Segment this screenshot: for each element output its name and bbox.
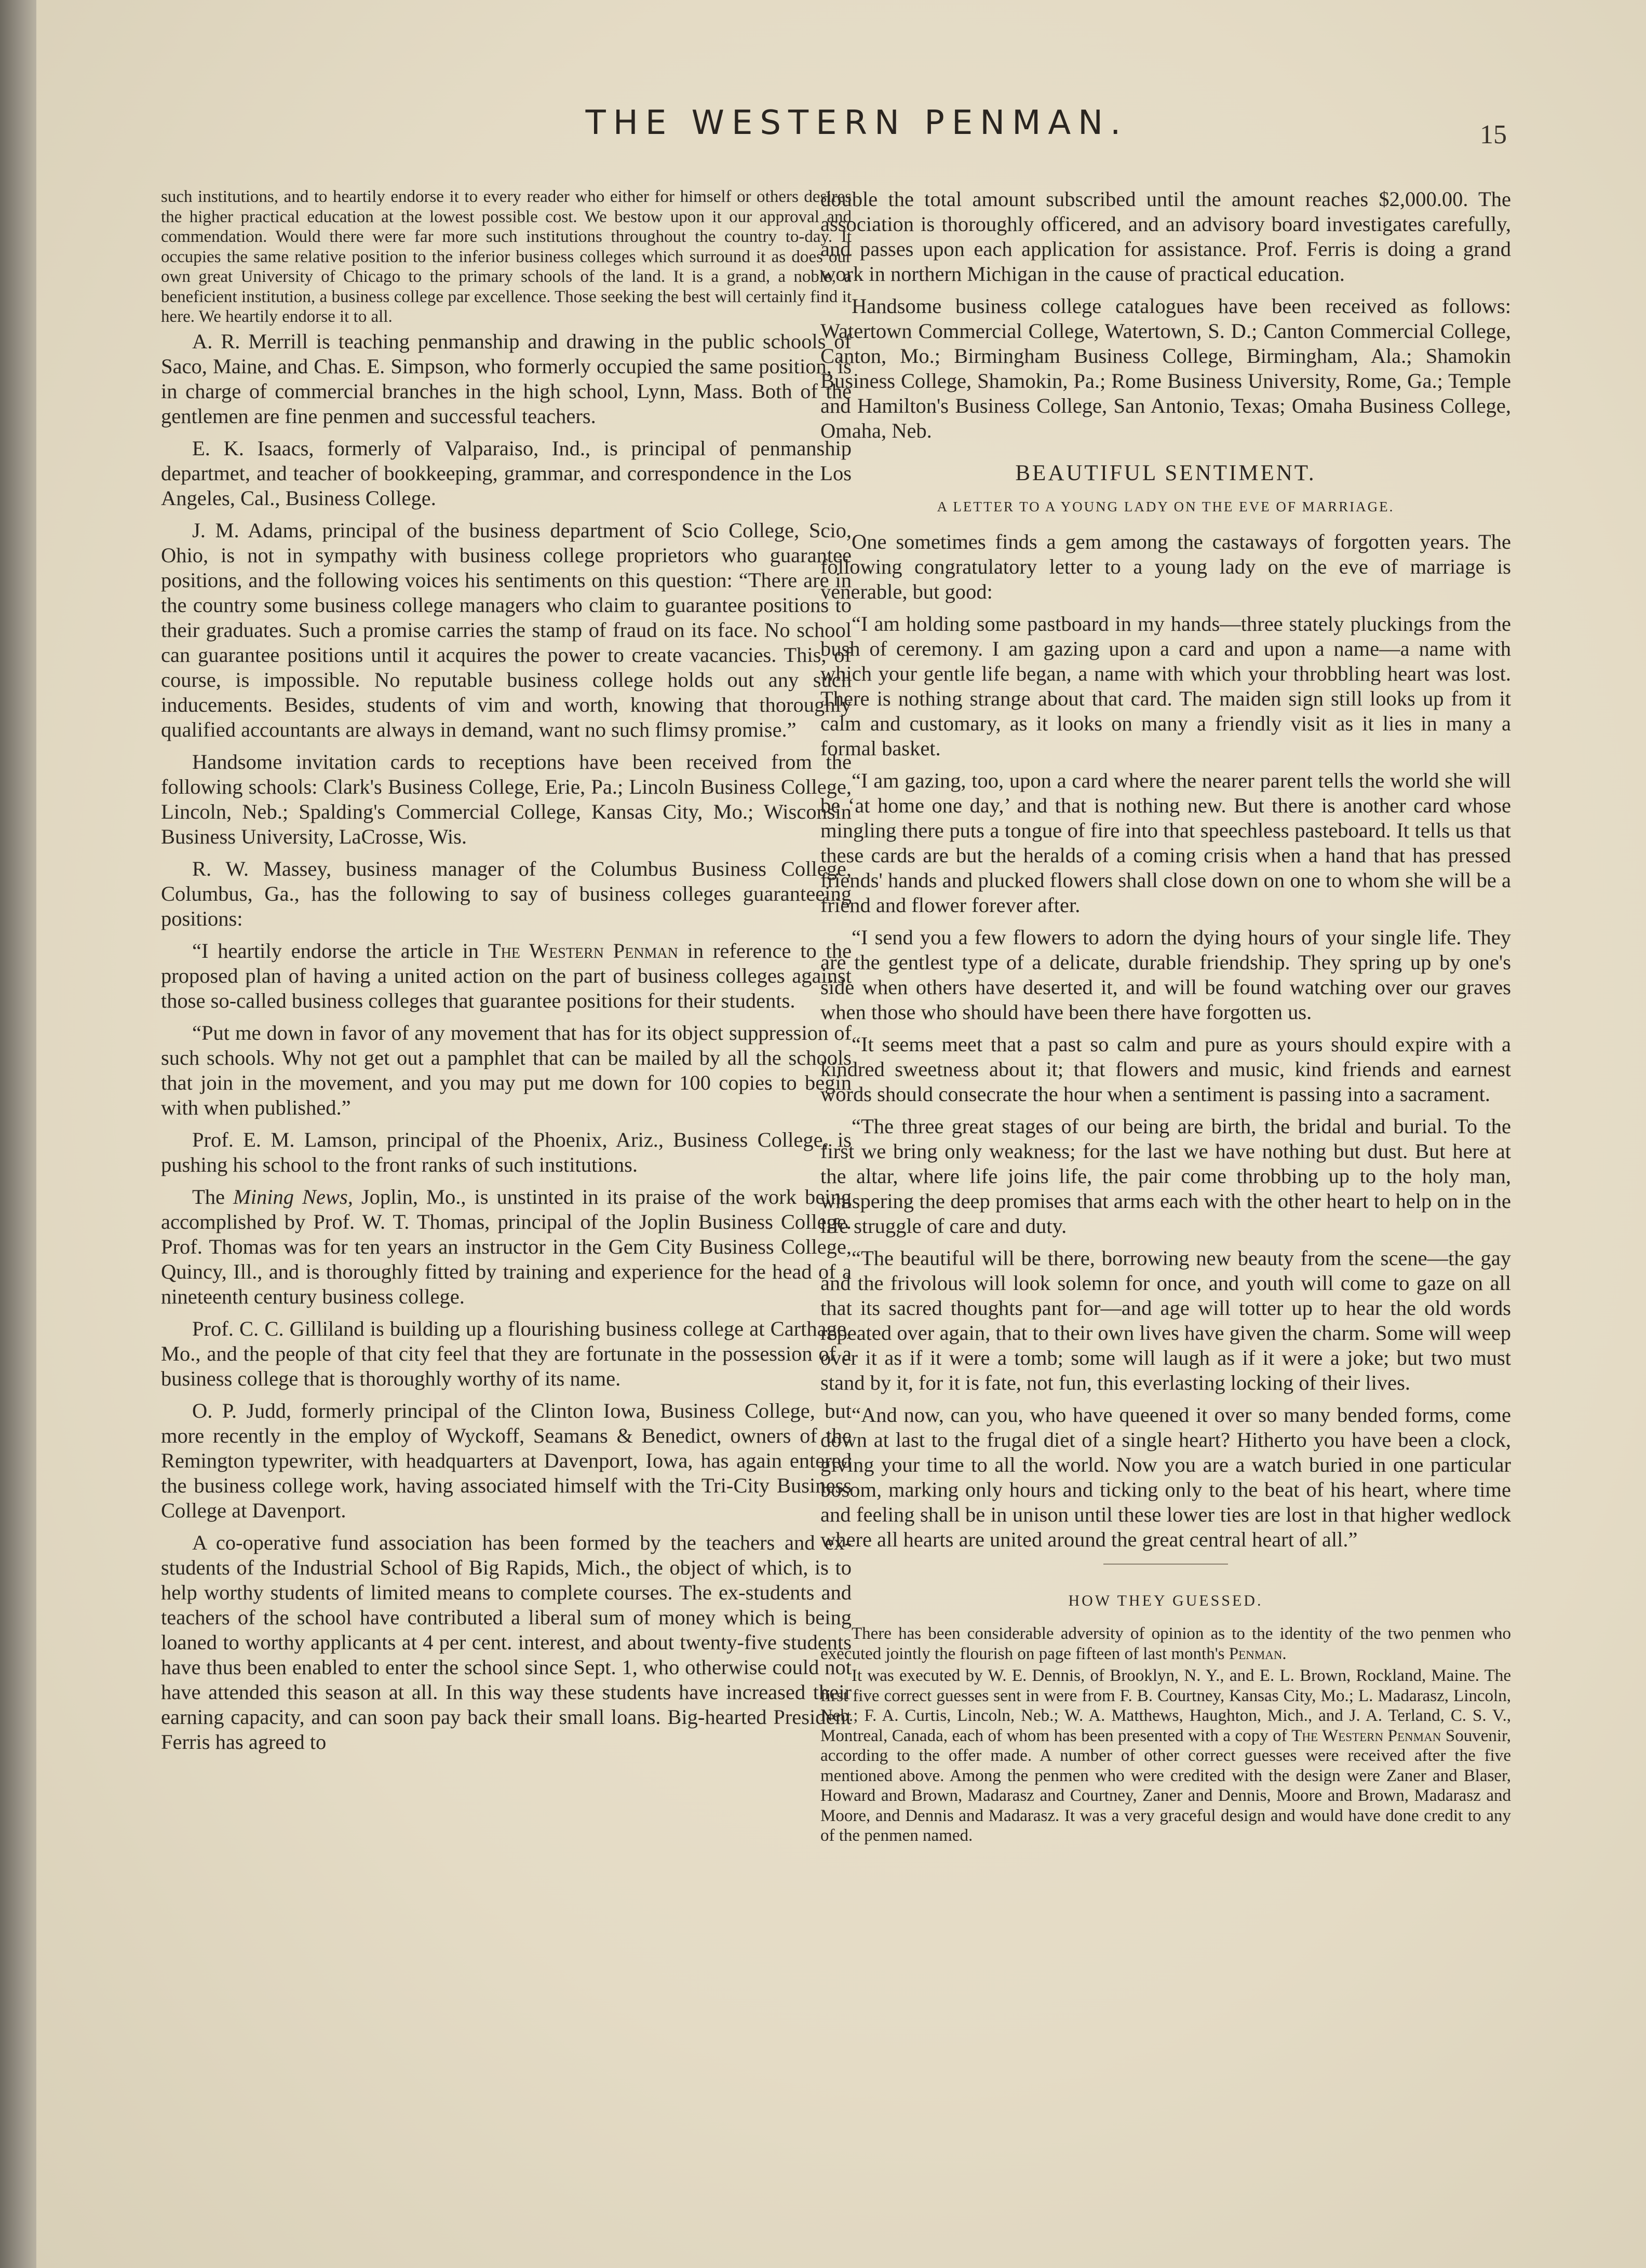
page-header-title: THE WESTERN PENMAN.: [585, 104, 1128, 142]
subheading-letter: A LETTER TO A YOUNG LADY ON THE EVE OF MARRIAGE.: [937, 499, 1395, 514]
text: There has been considerable adversity of opinion as to the identity of the two penmen who executed jointly the flourish on page fifteen of last month's: [820, 1624, 1511, 1663]
right-column: [820, 187, 1511, 1848]
text: “I heartily endorse the article in: [192, 939, 479, 962]
paragraph-letter-1: “I am holding some pastboard in my hands—three stately pluckings from the bush of ceremony. I am gazing upon a card and upon a name—a name with which your gentle life began, a name with which your throbbling heart was lost. There is nothing strange about that card. The maiden sign still looks up from it calm and customary, as it looks on many a friendly visit as it lies in many a formal basket.: [820, 612, 1511, 760]
paragraph-merrill: A. R. Merrill is teaching penmanship and drawing in the public schools of Saco, Maine, and Chas. E. Simpson, who formerly occupied the same position, is in charge of commercial branches in the high school, Lynn, Mass. Both of the gentlemen are fine penmen and successful teachers.: [161, 329, 852, 428]
paragraph-adams: J. M. Adams, principal of the business department of Scio College, Scio, Ohio, is not in sympathy with business college proprietors who guarantee positions, and the following voices his sentiments on this question: “There are in the country some business college managers who claim to guarantee positions to their graduates. Such a promise carries the stamp of fraud on its face. No school can guarantee positions until it acquires the power to create vacancies. This, of course, is impossible. No reputable business college holds out any such inducements. Besides, students of vim and worth, knowing that thoroughly qualified accountants are always in demand, want no such flimsy promise.”: [161, 518, 852, 741]
paragraph-massey: R. W. Massey, business manager of the Columbus Business College, Columbus, Ga., has the following to say of business colleges guaranteeing positions:: [161, 857, 852, 930]
paragraph-gilliland: Prof. C. C. Gilliland is building up a flourishing business college at Carthage, Mo., and the people of that city feel that they are fortunate in the possession of a business college that is thoroughly worthy of its name.: [161, 1316, 852, 1390]
paragraph-letter-3: “I send you a few flowers to adorn the dying hours of your single life. They are the gentlest type of a delicate, durable friendship. They spring up by one's side when others have deserted it, and will be found watching over our graves when those who should have been there have forgotten us.: [820, 926, 1511, 1024]
how-they-guessed-body: [820, 1624, 1511, 1846]
publication-name: The Western Penman: [1291, 1726, 1441, 1745]
paragraph-letter-6: “The beautiful will be there, borrowing new beauty from the scene—the gay and the frivolous will look solemn for once, and youth will come to gaze on all that its sacred thoughts pant for—and age will totter up to hear the old words repeated over again, that to their own lives have given the charm. Some will weep over it as if it were a tomb; some will laugh as if it were a joke; but two must stand by it, for it is fate, not fun, this everlasting locking of their lives.: [820, 1246, 1511, 1394]
paragraph-guessed-1: [820, 1624, 1511, 1664]
page-number: 15: [1480, 120, 1507, 150]
paragraph-letter-5: “The three great stages of our being are birth, the bridal and burial. To the first we bring only weakness; for the last we have nothing but dust. But here at the altar, where life joins life, the pair come throbbing up to the holy man, whispering the deep promises that arms each with the other heart to help on in the life struggle of care and duty.: [820, 1115, 1511, 1238]
publication-name: The Western Penman: [488, 939, 678, 962]
paragraph-endorsement: [161, 187, 852, 327]
text: in reference to the proposed plan of having a united action on the part of business colleges against those so-called business colleges that guarantee positions for their students.: [161, 939, 852, 1012]
text: It was executed by W. E. Dennis, of Brooklyn, N. Y., and E. L. Brown, Rockland, Maine. The first five correct guesses sent in were from F. B. Courtney, Kansas City, Mo.; L. Madarasz, Lincoln, Neb.; F. A. Curtis, Lincoln, Neb.; W. A. Matthews, Haughton, Mich., and J. A. Terland, C. S. V., Montreal, Canada, each of whom has been presented with a copy of: [820, 1666, 1511, 1745]
paragraph-guessed-2: [820, 1666, 1511, 1846]
divider: [1103, 1564, 1228, 1565]
paragraph-lamson: Prof. E. M. Lamson, principal of the Phoenix, Ariz., Business College, is pushing his school to the front ranks of such institutions.: [161, 1128, 852, 1176]
paragraph-catalogues: Handsome business college catalogues have been received as follows: Watertown Commercial College, Watertown, S. D.; Canton Commercial College, Canton, Mo.; Birmingham Business College, Birmingham, Ala.; Shamokin Business College, Shamokin, Pa.; Rome Business University, Rome, Ga.; Temple and Hamilton's Business College, San Antonio, Texas; Omaha Business College, Omaha, Neb.: [820, 294, 1511, 442]
left-column: [161, 187, 852, 1762]
paragraph-ferris-continued: double the total amount subscribed until the amount reaches $2,000.00. The association is thoroughly officered, and an advisory board investigates carefully, and passes upon each application for assistance. Prof. Ferris is doing a grand work in northern Michigan in the cause of practical education.: [820, 187, 1511, 286]
paragraph-letter-intro: One sometimes finds a gem among the castaways of forgotten years. The following congratulatory letter to a young lady on the eve of marriage is venerable, but good:: [820, 530, 1511, 603]
paragraph-letter-4: “It seems meet that a past so calm and pure as yours should expire with a kindred sweetness about it; that flowers and music, kind friends and earnest words should consecrate the hour when a sentiment is passing into a sacrament.: [820, 1033, 1511, 1106]
paragraph-isaacs: E. K. Isaacs, formerly of Valparaiso, Ind., is principal of penmanship departmet, and teacher of bookkeeping, grammar, and correspondence in the Los Angeles, Cal., Business College.: [161, 436, 852, 510]
book-binding-edge: [0, 0, 36, 2268]
paragraph-judd: O. P. Judd, formerly principal of the Clinton Iowa, Business College, but more recently in the employ of Wyckoff, Seamans & Benedict, owners of the Remington typewriter, with headquarters at Davenport, Iowa, has again entered the business college work, having associated himself with the Tri-City Business College at Davenport.: [161, 1398, 852, 1522]
paragraph-letter-7: “And now, can you, who have queened it over so many bended forms, come down at last to the frugal diet of a single heart? Hitherto you have been a clock, giving your time to all the world. Now you are a watch buried in one particular bosom, marking only hours and ticking only to the beat of his heart, where time and feeling shall be in unison until these lower ties are lost in that higher wedlock where all hearts are united around the great central heart of all.”: [820, 1403, 1511, 1551]
publication-name: Penman.: [1229, 1644, 1287, 1663]
text: The: [192, 1185, 225, 1208]
heading-how-they-guessed: HOW THEY GUESSED.: [1068, 1592, 1263, 1609]
heading-beautiful-sentiment: BEAUTIFUL SENTIMENT.: [1015, 461, 1316, 485]
page: [36, 0, 1646, 2268]
text: Joplin, Mo., is unstinted in its praise of the work being accomplished by Prof. W. T. Thomas, principal of the Joplin Business College. Prof. Thomas was for ten years an instructor in the Gem City Business College, Quincy, Ill., and is thoroughly fitted by training and experience for the head of a nineteenth century business college.: [161, 1185, 852, 1308]
publication-name: Mining News,: [233, 1185, 353, 1208]
paragraph-cooperative-fund: A co-operative fund association has been formed by the teachers and ex-students of the Industrial School of Big Rapids, Mich., the object of which, is to help worthy students of limited means to complete courses. The ex-students and teachers of the school have contributed a liberal sum of money which is being loaned to worthy applicants at 4 per cent. interest, and about twenty-five students have thus been enabled to enter the school since Sept. 1, who otherwise could not have attended this season at all. In this way these students have increased their earning capacity, and can soon pay back their small loans. Big-hearted President Ferris has agreed to: [161, 1530, 852, 1754]
paragraph-massey-quote: [161, 939, 852, 1013]
paragraph: such institutions, and to heartily endorse it to every reader who either for himself or others desires the higher practical education at the lowest possible cost. We bestow upon it our approval and commendation. Would there were far more such institutions throughout the country to-day. It occupies the same relative position to the inferior business colleges which surround it as does our own great University of Chicago to the primary schools of the land. It is a grand, a noble, a beneficient institution, a business college par excellence. Those seeking the best will certainly find it here. We heartily endorse it to all.: [161, 187, 852, 326]
paragraph-invitation-cards: Handsome invitation cards to receptions have been received from the following schools: Clark's Business College, Erie, Pa.; Lincoln Business College, Lincoln, Neb.; Spalding's Commercial College, Kansas City, Mo.; Wisconsin Business University, LaCrosse, Wis.: [161, 750, 852, 848]
paragraph-letter-2: “I am gazing, too, upon a card where the nearer parent tells the world she will be ‘at home one day,’ and that is nothing new. But there is another card whose mingling there puts a tongue of fire into that speechless pasteboard. It tells us that these cards are but the heralds of a coming crisis when a hand that has pressed friends' hands and plucked flowers shall close down on one to whom she will be a friend and flower forever after.: [820, 769, 1511, 917]
text: Souvenir, according to the offer made. A number of other correct guesses were received after the five mentioned above. Among the penmen who were credited with the design were Zaner and Blaser, Howard and Brown, Madarasz and Courtney, Zaner and Dennis, Moore and Brown, Madarasz and Moore, and Dennis and Madarasz. It was a very graceful design and would have done credit to any of the penmen named.: [820, 1726, 1511, 1845]
paragraph-massey-quote-2: “Put me down in favor of any movement that has for its object suppression of such schools. Why not get out a pamphlet that can be mailed by all the schools that join in the movement, and you may put me down for 100 copies to begin with when published.”: [161, 1021, 852, 1119]
paragraph-thomas: [161, 1185, 852, 1309]
